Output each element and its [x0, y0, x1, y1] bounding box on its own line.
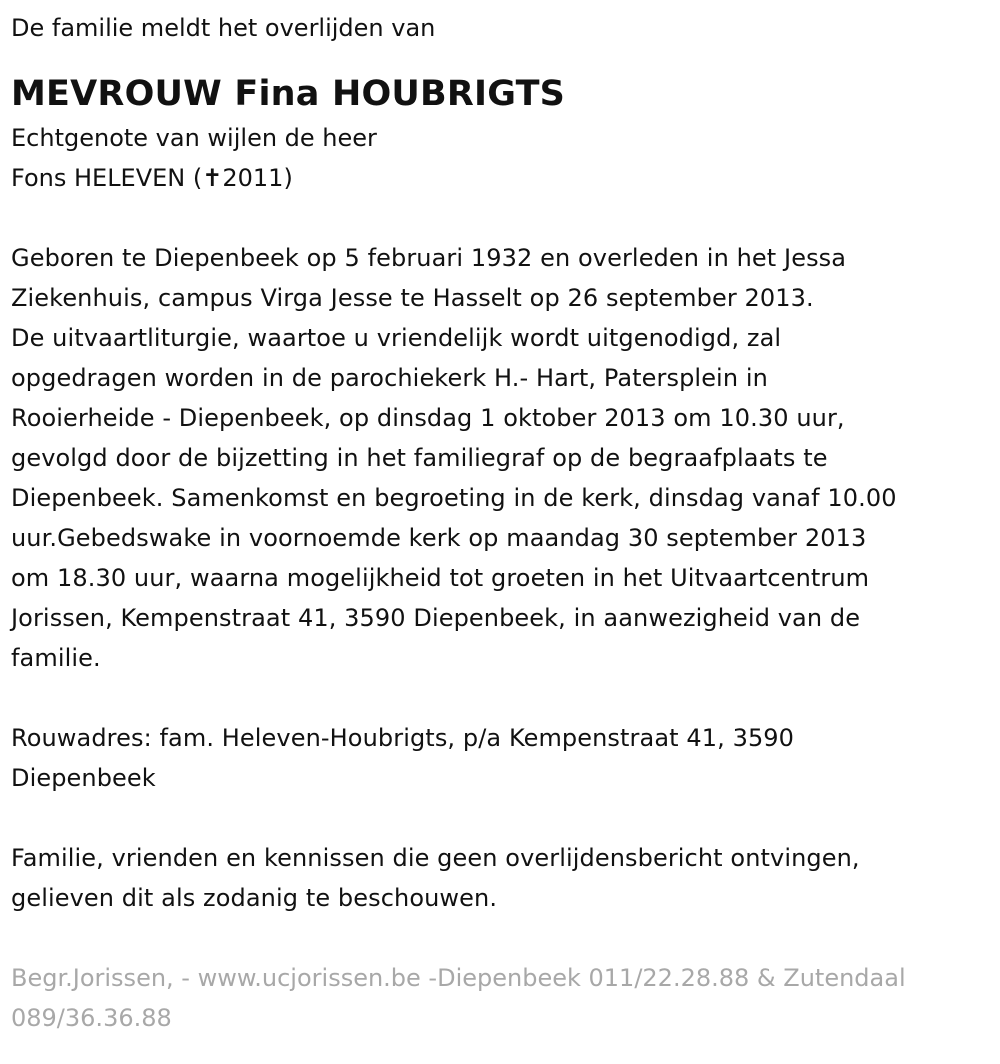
- body-line: Ziekenhuis, campus Virga Jesse te Hasselt op 26 september 2013.: [11, 284, 814, 312]
- spouse-info: [11, 118, 1000, 198]
- intro-text: De familie meldt het overlijden van: [11, 14, 436, 42]
- footer-line: Begr.Jorissen, - www.ucjorissen.be -Diepenbeek 011/22.28.88 & Zutendaal: [11, 964, 906, 992]
- funeral-home-footer: [11, 958, 1000, 1038]
- body-line: gevolgd door de bijzetting in het familiegraf op de begraafplaats te: [11, 444, 828, 472]
- body-line: Geboren te Diepenbeek op 5 februari 1932 en overleden in het Jessa: [11, 244, 847, 272]
- body-line: Rooierheide - Diepenbeek, op dinsdag 1 oktober 2013 om 10.30 uur,: [11, 404, 845, 432]
- mourning-address: [11, 718, 986, 798]
- body-line: om 18.30 uur, waarna mogelijkheid tot groeten in het Uitvaartcentrum: [11, 564, 870, 592]
- body-line: uur.Gebedswake in voornoemde kerk op maandag 30 september 2013: [11, 524, 867, 552]
- notice-line: gelieven dit als zodanig te beschouwen.: [11, 884, 498, 912]
- body-line: De uitvaartliturgie, waartoe u vriendelijk wordt uitgenodigd, zal: [11, 324, 782, 352]
- body-line: Diepenbeek. Samenkomst en begroeting in de kerk, dinsdag vanaf 10.00: [11, 484, 897, 512]
- notice-line: Familie, vrienden en kennissen die geen overlijdensbericht ontvingen,: [11, 844, 860, 872]
- funeral-details: [11, 238, 986, 678]
- footer-line: 089/36.36.88: [11, 1004, 172, 1032]
- spouse-line-2: Fons HELEVEN (✝2011): [11, 164, 293, 192]
- notice-text: [11, 838, 986, 918]
- body-line: familie.: [11, 644, 101, 672]
- deceased-name: MEVROUW Fina HOUBRIGTS: [11, 74, 566, 114]
- address-line: Rouwadres: fam. Heleven-Houbrigts, p/a Kempenstraat 41, 3590: [11, 724, 795, 752]
- address-line: Diepenbeek: [11, 764, 156, 792]
- body-line: Jorissen, Kempenstraat 41, 3590 Diepenbeek, in aanwezigheid van de: [11, 604, 861, 632]
- spouse-line-1: Echtgenote van wijlen de heer: [11, 124, 377, 152]
- body-line: opgedragen worden in de parochiekerk H.- Hart, Patersplein in: [11, 364, 768, 392]
